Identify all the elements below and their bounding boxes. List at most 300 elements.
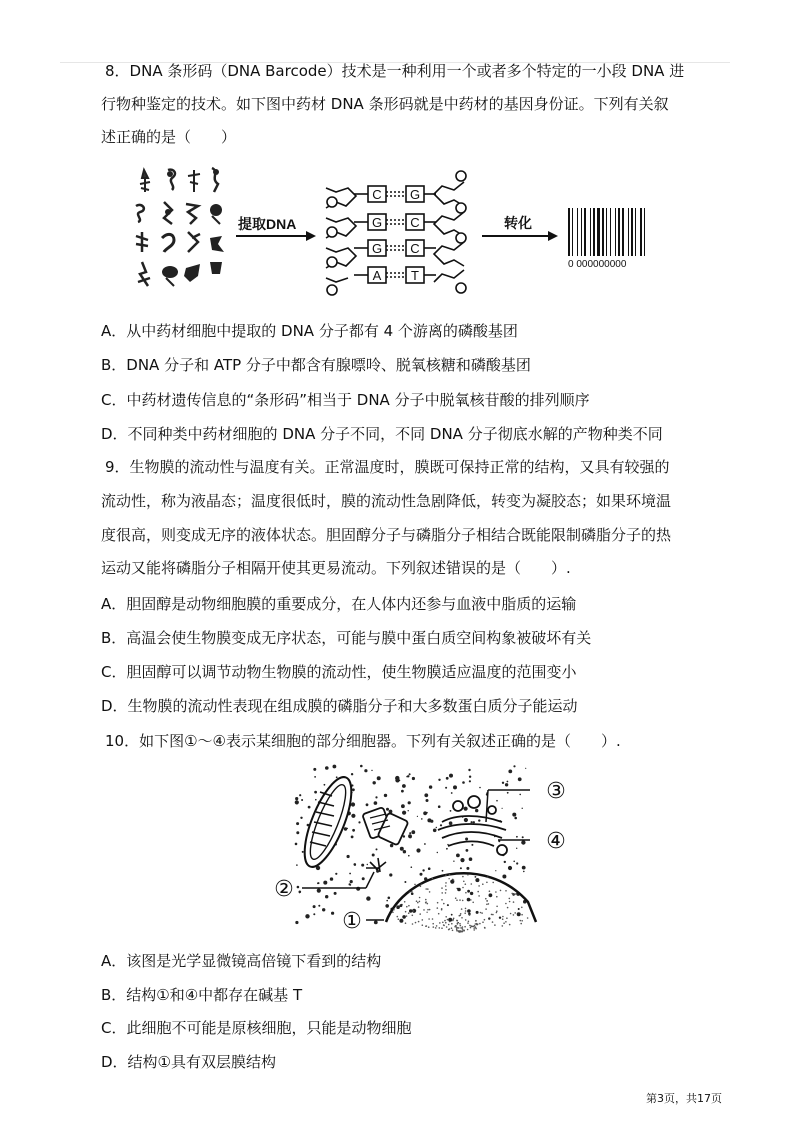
- speckle-dot: [400, 847, 404, 851]
- chromatin-dot: [406, 906, 408, 908]
- chromatin-dot: [477, 891, 479, 893]
- speckle-dot: [402, 915, 406, 919]
- speckle-dot: [295, 797, 298, 800]
- cell-organelles-figure: [266, 762, 576, 934]
- chromatin-dot: [453, 879, 455, 881]
- q9-option-d[interactable]: D．生物膜的流动性表现在组成膜的磷脂分子和大多数蛋白质分子能运动: [101, 697, 578, 715]
- speckle-dot: [300, 817, 302, 819]
- barcode-bar: [615, 208, 616, 256]
- chromatin-dot: [398, 918, 400, 920]
- barcode-bar: [590, 208, 591, 256]
- chromatin-dot: [435, 927, 437, 929]
- speckle-dot: [479, 787, 481, 789]
- chromatin-dot: [509, 901, 511, 903]
- chromatin-dot: [451, 927, 453, 929]
- chromatin-dot: [404, 901, 406, 903]
- speckle-dot: [464, 807, 468, 811]
- speckle-dot: [486, 900, 488, 902]
- speckle-dot: [504, 861, 506, 863]
- q9-option-b[interactable]: B．高温会使生物膜变成无序状态，可能与膜中蛋白质空间构象被破坏有关: [101, 629, 592, 647]
- speckle-dot: [522, 866, 526, 870]
- speckle-dot: [318, 882, 320, 884]
- q10-stem-line-1: 10．如下图①～④表示某细胞的部分细胞器。下列有关叙述正确的是（ ）.: [105, 732, 621, 750]
- chromatin-dot: [496, 910, 498, 912]
- chromatin-dot: [470, 927, 472, 929]
- speckle-dot: [389, 873, 392, 876]
- chromatin-dot: [515, 893, 517, 895]
- chromatin-dot: [520, 920, 522, 922]
- speckle-dot: [517, 912, 521, 916]
- chromatin-dot: [411, 891, 413, 893]
- centrosome-structure: [362, 807, 408, 872]
- speckle-dot: [437, 852, 438, 853]
- chromatin-dot: [461, 917, 463, 919]
- speckle-dot: [299, 892, 300, 893]
- barcode-bar: [631, 208, 633, 256]
- speckle-dot: [427, 818, 431, 822]
- speckle-dot: [411, 866, 413, 868]
- speckle-dot: [385, 904, 389, 908]
- chromatin-dot: [443, 924, 445, 926]
- chromatin-dot: [456, 929, 458, 931]
- chromatin-dot: [488, 919, 490, 921]
- chromatin-dot: [492, 921, 494, 923]
- speckle-dot: [422, 869, 424, 871]
- speckle-dot: [299, 794, 301, 796]
- speckle-dot: [513, 861, 515, 863]
- speckle-dot: [507, 792, 509, 794]
- chromatin-dot: [467, 874, 469, 876]
- dna-double-strand-diagram: [326, 171, 466, 295]
- chromatin-dot: [420, 886, 422, 888]
- speckle-dot: [408, 855, 410, 857]
- chromatin-dot: [503, 922, 505, 924]
- barcode-bar: [644, 208, 645, 256]
- chromatin-dot: [449, 874, 451, 876]
- speckle-dot: [499, 917, 501, 919]
- speckle-dot: [466, 867, 469, 870]
- speckle-dot: [471, 844, 473, 846]
- speckle-dot: [467, 909, 471, 913]
- speckle-dot: [373, 781, 376, 784]
- speckle-dot: [302, 851, 304, 853]
- nucleus-chromatin: [392, 874, 528, 933]
- speckle-dot: [471, 821, 473, 823]
- chromatin-dot: [445, 922, 447, 924]
- speckle-dot: [505, 783, 508, 786]
- chromatin-dot: [492, 882, 494, 884]
- speckle-dot: [476, 911, 479, 914]
- chromatin-dot: [397, 916, 399, 918]
- q10-option-b[interactable]: B．结构①和④中都存在碱基 T: [101, 986, 303, 1004]
- speckle-dot: [296, 822, 299, 825]
- speckle-dot: [424, 793, 428, 797]
- chromatin-dot: [452, 919, 454, 921]
- chromatin-dot: [465, 883, 467, 885]
- chromatin-dot: [459, 923, 461, 925]
- speckle-dot: [429, 785, 432, 788]
- chromatin-dot: [506, 917, 508, 919]
- speckle-dot: [396, 905, 400, 909]
- chromatin-dot: [436, 925, 438, 927]
- speckle-dot: [386, 808, 389, 811]
- chromatin-dot: [425, 901, 427, 903]
- chromatin-dot: [392, 912, 394, 914]
- speckle-dot: [350, 880, 353, 883]
- speckle-dot: [475, 878, 479, 882]
- chromatin-dot: [475, 928, 477, 930]
- speckle-dot: [333, 765, 337, 769]
- chromatin-dot: [418, 906, 420, 908]
- chromatin-dot: [414, 884, 416, 886]
- chromatin-dot: [514, 912, 516, 914]
- speckle-dot: [325, 895, 328, 898]
- speckle-dot: [301, 799, 303, 801]
- chromatin-dot: [415, 922, 417, 924]
- speckle-dot: [336, 776, 338, 778]
- speckle-dot: [411, 830, 415, 834]
- chromatin-dot: [484, 927, 486, 929]
- speckle-dot: [420, 873, 423, 876]
- speckle-dot: [518, 908, 520, 910]
- q9-option-a[interactable]: A．胆固醇是动物细胞膜的重要成分，在人体内还参与血液中脂质的运输: [101, 595, 577, 613]
- barcode-bar: [622, 208, 624, 256]
- barcode-bar: [572, 208, 573, 256]
- speckle-dot: [462, 781, 465, 784]
- chromatin-dot: [509, 898, 511, 900]
- speckle-dot: [521, 840, 525, 844]
- speckle-dot: [519, 794, 521, 796]
- chromatin-dot: [465, 910, 467, 912]
- chromatin-dot: [437, 902, 439, 904]
- barcode-bar: [597, 208, 600, 256]
- chromatin-dot: [513, 901, 515, 903]
- chromatin-dot: [423, 909, 425, 911]
- speckle-dot: [349, 873, 351, 875]
- chromatin-dot: [470, 899, 472, 901]
- chromatin-dot: [427, 909, 429, 911]
- chromatin-dot: [438, 913, 440, 915]
- chromatin-dot: [521, 907, 523, 909]
- q8-option-c[interactable]: C．中药材遗传信息的“条形码”相当于 DNA 分子中脱氧核苷酸的排列顺序: [101, 391, 590, 409]
- base-left-2: G: [371, 215, 383, 230]
- chromatin-dot: [500, 890, 502, 892]
- chromatin-dot: [422, 919, 424, 921]
- speckle-dot: [322, 908, 325, 911]
- speckle-dot: [424, 843, 426, 845]
- chromatin-dot: [465, 892, 467, 894]
- chromatin-dot: [455, 897, 457, 899]
- speckle-dot: [409, 832, 411, 834]
- chromatin-dot: [428, 926, 430, 928]
- speckle-dot: [375, 796, 377, 798]
- chromatin-dot: [416, 900, 418, 902]
- chromatin-dot: [448, 924, 450, 926]
- barcode-bar: [640, 208, 642, 256]
- speckle-dot: [408, 810, 409, 811]
- speckle-dot: [352, 788, 355, 791]
- page-number-footer: 第3页，共17页: [646, 1092, 722, 1105]
- speckle-dot: [376, 848, 378, 850]
- chromatin-dot: [487, 877, 489, 879]
- speckle-dot: [404, 881, 406, 883]
- speckle-dot: [516, 848, 517, 849]
- speckle-dot: [351, 814, 355, 818]
- chromatin-dot: [457, 922, 459, 924]
- chromatin-dot: [496, 896, 498, 898]
- chromatin-dot: [456, 927, 458, 929]
- speckle-dot: [374, 801, 378, 805]
- speckle-dot: [464, 818, 468, 822]
- speckle-dot: [347, 828, 348, 829]
- speckle-dot: [403, 835, 405, 837]
- speckle-dot: [446, 848, 448, 850]
- chromatin-dot: [408, 912, 410, 914]
- speckle-dot: [366, 896, 370, 900]
- chromatin-dot: [482, 883, 484, 885]
- speckle-dot: [352, 829, 355, 832]
- chromatin-dot: [477, 923, 479, 925]
- chromatin-dot: [445, 892, 447, 894]
- speckle-dot: [318, 905, 320, 907]
- barcode-bar: [602, 208, 604, 256]
- base-right-3: C: [410, 241, 420, 256]
- speckle-dot: [349, 883, 351, 885]
- speckle-dot: [518, 777, 522, 781]
- speckle-dot: [313, 768, 316, 771]
- speckle-dot: [403, 850, 406, 853]
- speckle-dot: [313, 905, 316, 908]
- chromatin-dot: [452, 930, 454, 932]
- speckle-dot: [323, 881, 327, 885]
- speckle-dot: [438, 779, 440, 781]
- label-4: ④: [546, 829, 566, 854]
- barcode-bar: [581, 208, 582, 256]
- speckle-dot: [351, 773, 353, 775]
- chromatin-dot: [492, 914, 494, 916]
- chromatin-dot: [496, 906, 498, 908]
- chromatin-dot: [486, 904, 488, 906]
- speckle-dot: [411, 892, 414, 895]
- speckle-dot: [384, 794, 387, 797]
- chromatin-dot: [406, 915, 408, 917]
- speckle-dot: [412, 777, 415, 780]
- chromatin-dot: [445, 874, 447, 876]
- leader-line-2-tip: [366, 872, 374, 888]
- q8-stem-line-3: 述正确的是（ ）: [101, 128, 237, 146]
- speckle-dot: [516, 836, 518, 838]
- chromatin-dot: [491, 914, 493, 916]
- chromatin-dot: [505, 921, 507, 923]
- speckle-dot: [390, 844, 393, 847]
- chromatin-dot: [502, 925, 504, 927]
- chromatin-dot: [418, 921, 420, 923]
- chromatin-dot: [520, 923, 522, 925]
- chromatin-dot: [502, 916, 504, 918]
- q8-option-b[interactable]: B．DNA 分子和 ATP 分子中都含有腺嘌呤、脱氧核糖和磷酸基团: [101, 356, 531, 374]
- q9-stem-line-2: 流动性，称为液晶态；温度很低时，膜的流动性急剧降低，转变为凝胶态；如果环境温: [101, 492, 672, 510]
- chromatin-dot: [468, 921, 470, 923]
- chromatin-dot: [456, 925, 458, 927]
- speckle-dot: [469, 780, 471, 782]
- chromatin-dot: [484, 919, 486, 921]
- speckle-dot: [371, 770, 372, 771]
- speckle-dot: [354, 864, 356, 866]
- speckle-dot: [466, 849, 469, 852]
- speckle-dot: [324, 784, 326, 786]
- chromatin-dot: [425, 899, 427, 901]
- speckle-dot: [508, 770, 512, 774]
- chromatin-dot: [469, 925, 471, 927]
- chromatin-dot: [462, 926, 464, 928]
- speckle-dot: [417, 816, 418, 817]
- chromatin-dot: [507, 907, 509, 909]
- speckle-dot: [469, 776, 471, 778]
- barcode-bar: [635, 208, 636, 256]
- chromatin-dot: [465, 919, 467, 921]
- speckle-dot: [408, 801, 411, 804]
- speckle-dot: [475, 876, 477, 878]
- chromatin-dot: [427, 888, 429, 890]
- barcode-bar: [568, 208, 570, 256]
- chromatin-dot: [463, 930, 465, 932]
- barcode-bar: [606, 208, 607, 256]
- chromatin-dot: [443, 903, 445, 905]
- chromatin-dot: [439, 927, 441, 929]
- speckle-dot: [361, 864, 364, 867]
- label-2: ②: [274, 877, 294, 902]
- speckle-dot: [401, 790, 404, 793]
- speckle-dot: [402, 784, 406, 788]
- chromatin-dot: [462, 900, 464, 902]
- speckle-dot: [502, 808, 503, 809]
- golgi-apparatus-structure: [438, 796, 507, 855]
- chromatin-dot: [445, 882, 447, 884]
- speckle-dot: [514, 817, 517, 820]
- speckle-dot: [460, 858, 464, 862]
- speckle-dot: [489, 893, 493, 897]
- chromatin-dot: [505, 903, 507, 905]
- chromatin-dot: [485, 908, 487, 910]
- chromatin-dot: [412, 915, 414, 917]
- chromatin-dot: [439, 922, 441, 924]
- chromatin-dot: [510, 913, 512, 915]
- speckle-dot: [402, 811, 406, 815]
- chromatin-dot: [509, 924, 511, 926]
- q10-option-c[interactable]: C．此细胞不可能是原核细胞，只能是动物细胞: [101, 1019, 412, 1037]
- speckle-dot: [502, 875, 506, 879]
- chromatin-dot: [481, 912, 483, 914]
- speckle-dot: [409, 909, 412, 912]
- speckle-dot: [427, 912, 428, 913]
- q9-stem-line-4: 运动又能将磷脂分子相隔开使其更易流动。下列叙述错误的是（ ）.: [101, 559, 571, 577]
- chromatin-dot: [488, 903, 490, 905]
- q8-option-d[interactable]: D．不同种类中药材细胞的 DNA 分子不同，不同 DNA 分子彻底水解的产物种类不同: [101, 425, 663, 443]
- chromatin-dot: [427, 903, 429, 905]
- q10-option-d[interactable]: D．结构①具有双层膜结构: [101, 1053, 276, 1071]
- chromatin-dot: [419, 901, 421, 903]
- herb-specimens-image: [136, 168, 224, 286]
- speckle-dot: [468, 769, 470, 771]
- chromatin-dot: [471, 883, 473, 885]
- speckle-dot: [445, 787, 447, 789]
- speckle-dot: [409, 835, 412, 838]
- chromatin-dot: [457, 920, 459, 922]
- chromatin-dot: [413, 910, 415, 912]
- chromatin-dot: [478, 895, 480, 897]
- chromatin-dot: [432, 918, 434, 920]
- chromatin-dot: [408, 905, 410, 907]
- speckle-dot: [367, 864, 368, 865]
- chromatin-dot: [521, 914, 523, 916]
- q10-option-a[interactable]: A．该图是光学显微镜高倍镜下看到的结构: [101, 952, 382, 970]
- speckle-dot: [507, 781, 509, 783]
- q8-option-a[interactable]: A．从中药材细胞中提取的 DNA 分子都有 4 个游离的磷酸基团: [101, 322, 518, 340]
- base-left-1: C: [372, 187, 382, 202]
- chromatin-dot: [446, 926, 448, 928]
- chromatin-dot: [419, 897, 421, 899]
- convert-arrow-head: [548, 231, 558, 241]
- speckle-dot: [495, 870, 496, 871]
- chromatin-dot: [456, 899, 458, 901]
- speckle-dot: [456, 854, 460, 858]
- convert-label: 转化: [504, 215, 532, 231]
- chromatin-dot: [412, 923, 414, 925]
- q8-stem-line-1: 8．DNA 条形码（DNA Barcode）技术是一种利用一个或者多个特定的一小段 DNA 进: [105, 62, 685, 80]
- chromatin-dot: [458, 927, 460, 929]
- barcode-bar: [618, 208, 620, 256]
- chromatin-dot: [421, 884, 423, 886]
- speckle-dot: [399, 919, 403, 923]
- chromatin-dot: [459, 899, 461, 901]
- speckle-dot: [475, 809, 478, 812]
- base-right-1: G: [409, 187, 421, 202]
- speckle-dot: [433, 829, 437, 833]
- chromatin-dot: [478, 885, 480, 887]
- speckle-dot: [426, 799, 429, 802]
- q9-option-c[interactable]: C．胆固醇可以调节动物生物膜的流动性，使生物膜适应温度的范围变小: [101, 663, 577, 681]
- speckle-dot: [470, 892, 473, 895]
- speckle-dot: [297, 886, 300, 889]
- speckle-dot: [334, 892, 337, 895]
- chromatin-dot: [422, 924, 424, 926]
- chromatin-dot: [447, 919, 449, 921]
- barcode-bar: [577, 208, 578, 256]
- speckle-dot: [315, 799, 317, 801]
- speckle-dot: [325, 766, 329, 770]
- chromatin-dot: [448, 929, 450, 931]
- chromatin-dot: [463, 881, 465, 883]
- chromatin-dot: [502, 918, 504, 920]
- speckle-dot: [522, 808, 523, 809]
- extract-arrow-head: [306, 231, 316, 241]
- base-right-4: T: [411, 268, 419, 283]
- chromatin-dot: [482, 921, 484, 923]
- chromatin-dot: [425, 925, 427, 927]
- speckle-dot: [450, 810, 452, 812]
- speckle-dot: [351, 802, 355, 806]
- speckle-dot: [467, 898, 471, 902]
- base-left-3: G: [371, 241, 383, 256]
- speckle-dot: [442, 870, 444, 872]
- speckle-dot: [374, 921, 378, 925]
- chromatin-dot: [460, 927, 462, 929]
- speckle-dot: [377, 776, 381, 780]
- speckle-dot: [386, 900, 388, 902]
- speckle-dot: [344, 827, 347, 830]
- speckle-dot: [453, 861, 454, 862]
- speckle-dot: [457, 888, 461, 892]
